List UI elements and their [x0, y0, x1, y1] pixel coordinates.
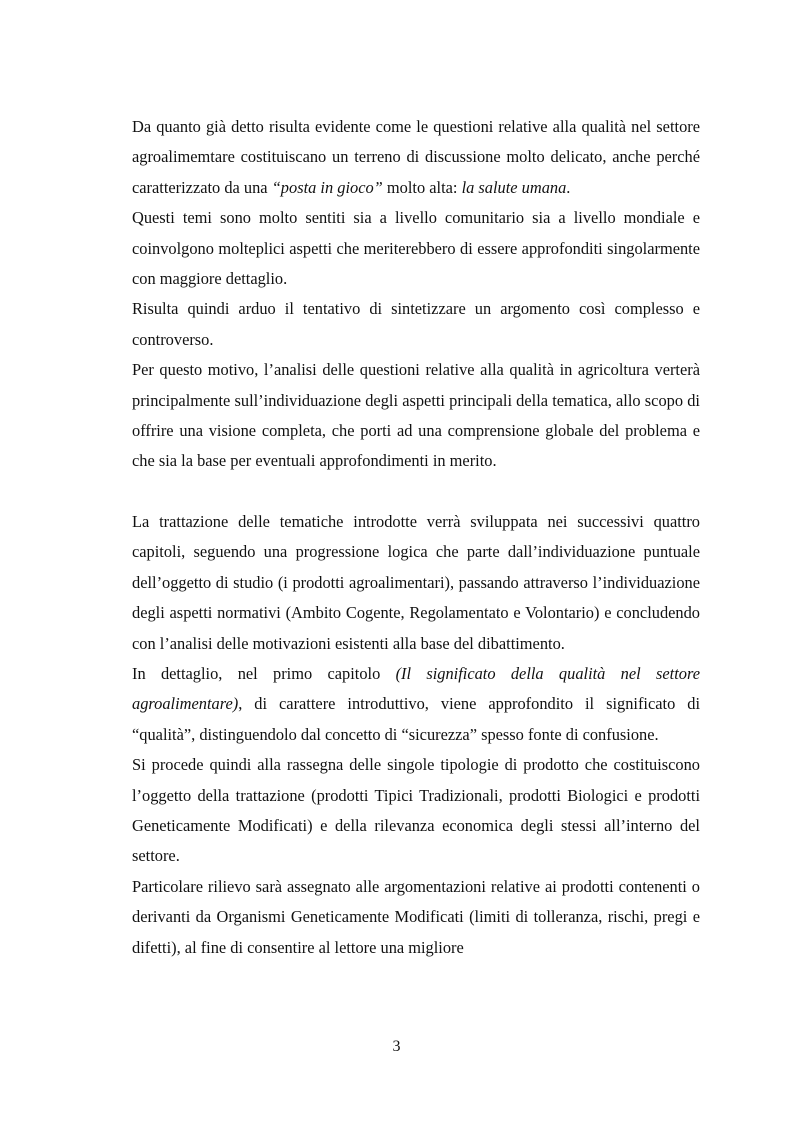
paragraph-structure: La trattazione delle tematiche introdotte verrà sviluppata nei successivi quattro capitoli, seguendo una progressione logica che parte dall’individuazione puntuale dell’oggetto di studio (i prodotti agroalimentari), passando attraverso l’individuazione degli aspetti normativi (Ambito Cogente, Regolamentato e Volontario) e concludendo con l’analisi delle motivazioni esistenti alla base del dibattimento.: [132, 511, 700, 653]
italic-phrase: la salute umana: [461, 177, 567, 197]
paragraph-product-types: Si procede quindi alla rassegna delle singole tipologie di prodotto che costituiscono l’oggetto della trattazione (prodotti Tipici Tradizionali, prodotti Biologici e prodotti Geneticamente Modificati) e della rilevanza economica degli stessi all’interno del settore.: [132, 755, 700, 866]
paragraph-difficulty: Risulta quindi arduo il tentativo di sintetizzare un argomento così complesso e controverso.: [132, 299, 700, 349]
paragraph-text: , di carattere introduttivo, viene approfondito il significato di “qualità”, distinguendolo dal concetto di “sicurezza” spesso fonte di confusione.: [132, 694, 700, 744]
document-body: [132, 112, 700, 963]
paragraph-gmo: Particolare rilievo sarà assegnato alle argomentazioni relative ai prodotti contenenti o derivanti da Organismi Geneticamente Modificati (limiti di tolleranza, rischi, pregi e difetti), al fine di consentire al lettore una migliore: [132, 876, 700, 957]
paragraph-approach: Per questo motivo, l’analisi delle questioni relative alla qualità in agricoltura verterà principalmente sull’individuazione degli aspetti principali della tematica, allo scopo di offrire una visione completa, che porti ad una comprensione globale del problema e che sia la base per eventuali approfondimenti in merito.: [132, 360, 700, 471]
paragraph-text: In dettaglio, nel primo capitolo: [132, 663, 396, 683]
paragraph-quality-debate: [132, 112, 700, 203]
paragraph-text: molto alta:: [382, 177, 462, 197]
paragraph-themes: Questi temi sono molto sentiti sia a livello comunitario sia a livello mondiale e coinvolgono molteplici aspetti che meriterebbero di essere approfonditi singolarmente con maggiore dettaglio.: [132, 208, 700, 289]
italic-chapter-title: (Il significato della qualità nel settore agroalimentare): [132, 663, 700, 714]
paragraph-chapter-one: [132, 659, 700, 750]
paragraph-text: Da quanto già detto risulta evidente come le questioni relative alla qualità nel settore agroalimemtare costituiscano un terreno di discussione molto delicato, anche perché caratterizzato da una: [132, 117, 700, 197]
page-number: 3: [392, 1038, 401, 1055]
italic-phrase: “posta in gioco”: [271, 177, 383, 197]
paragraph-spacer: [132, 477, 700, 507]
paragraph-text: .: [566, 177, 571, 197]
